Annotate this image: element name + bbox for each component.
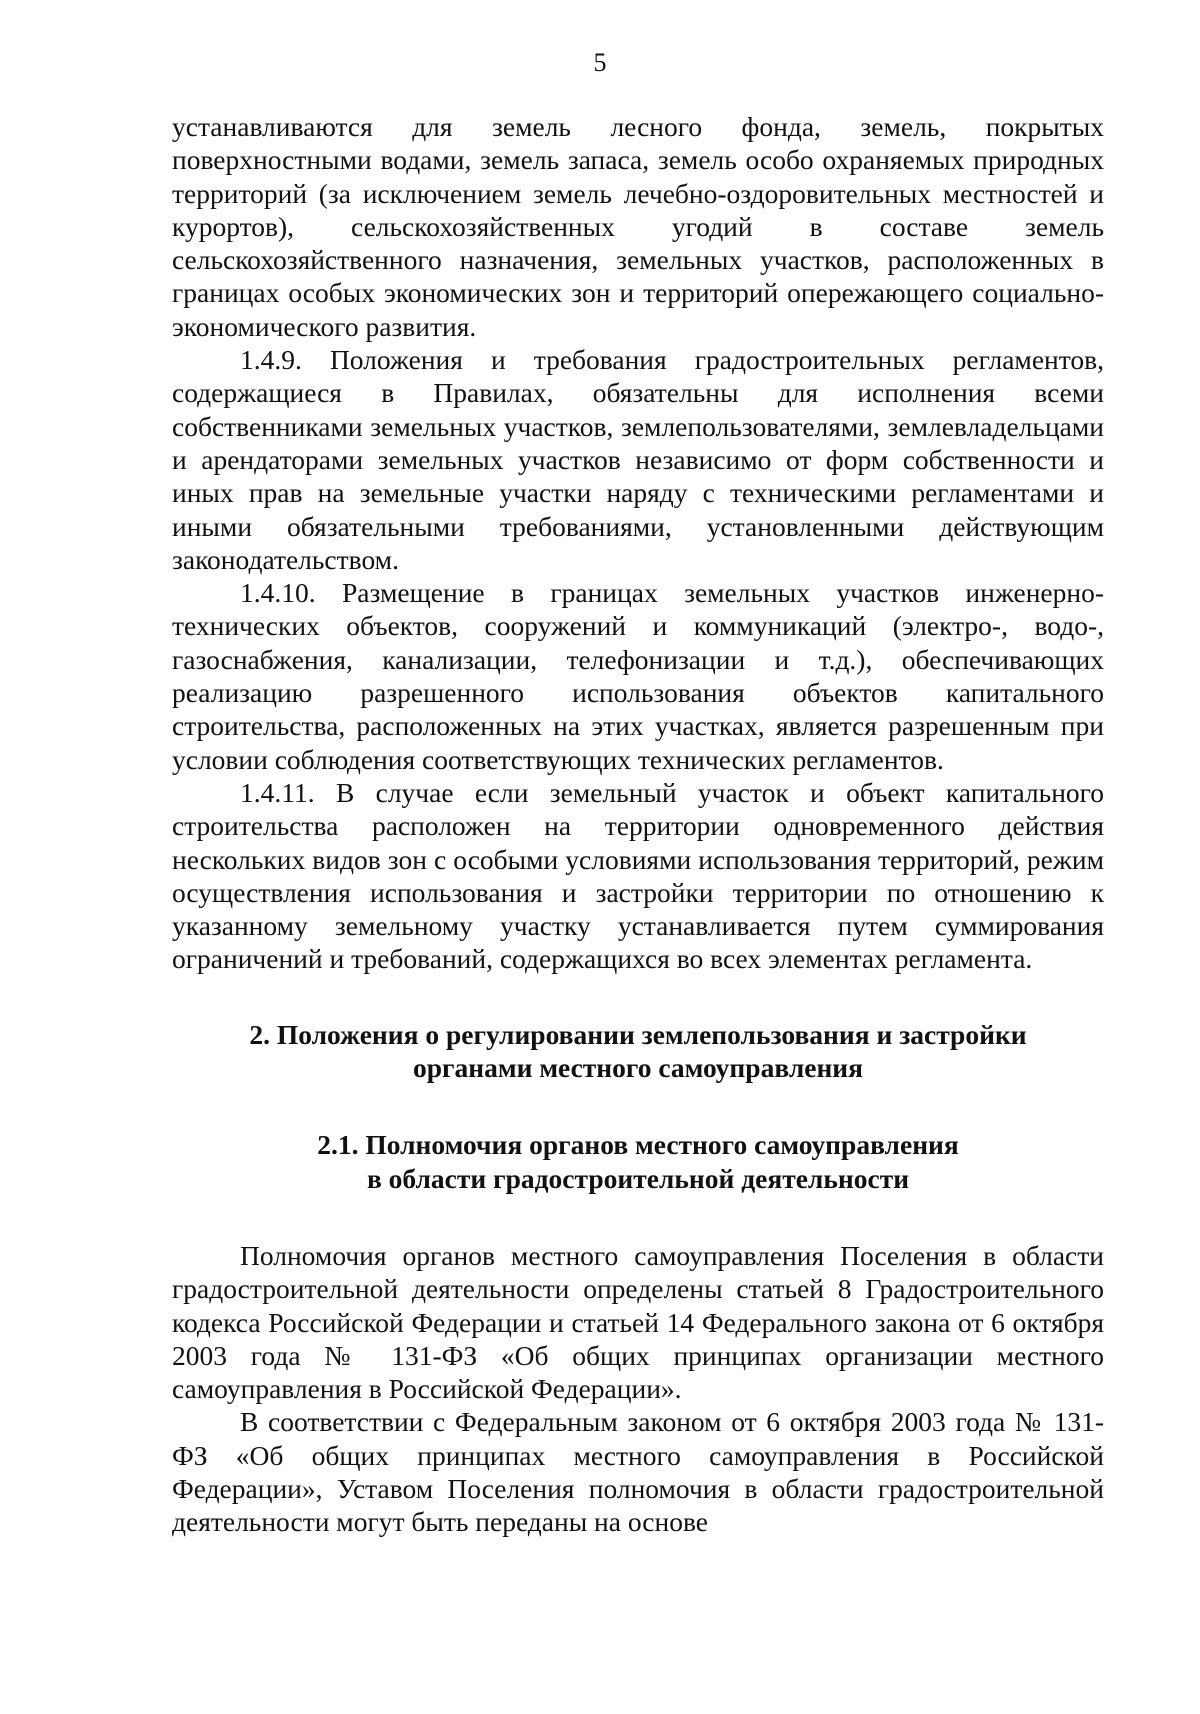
- heading-line: 2. Положения о регулировании землепользования и застройки: [249, 1018, 1027, 1050]
- clause-number: 1.4.9.: [240, 344, 302, 376]
- clause-number: 1.4.11.: [240, 776, 315, 808]
- paragraph-text: Полномочия органов местного самоуправления Поселения в области градостроительной деятельности определены статьей 8 Градостроительного кодекса Российской Федерации и статьей 14 Федерального закона от 6 октября 2003 года № 131-ФЗ «Об общих принципах организации местного самоуправления в Российской Федерации».: [172, 1239, 1104, 1405]
- paragraph-1-4-10: [172, 576, 1104, 776]
- heading-line: органами местного самоуправления: [412, 1052, 864, 1084]
- paragraph-federal-law: [172, 1405, 1104, 1538]
- paragraph-1-4-9: [172, 343, 1104, 576]
- paragraph-1-4-11: [172, 776, 1104, 976]
- paragraph-text: устанавливаются для земель лесного фонда, земель, покрытых поверхностными водами, земель запаса, земель особо охраняемых природных территорий (за исключением земель лечебно-оздоровительных местностей и курортов), сельскохозяйственных угодий в составе земель сельскохозяйственного назначения, земельных участков, расположенных в границах особых экономических зон и территорий опережающего социально-экономического развития.: [172, 111, 1104, 342]
- paragraph-text: Размещение в границах земельных участков инженерно-технических объектов, сооружений и коммуникаций (электро-, водо-, газоснабжения, канализации, телефонизации и т.д.), обеспечивающих реализацию разрешенного использования объектов капитального строительства, расположенных на этих участках, является разрешенным при условии соблюдения соответствующих технических регламентов.: [172, 577, 1105, 775]
- paragraph-continuation: [172, 110, 1104, 343]
- page-number: 5: [593, 48, 607, 77]
- clause-number: 1.4.10.: [240, 577, 316, 609]
- section-heading-2: [172, 1018, 1104, 1085]
- heading-line: в области градостроительной деятельности: [366, 1162, 910, 1194]
- heading-line: 2.1. Полномочия органов местного самоуправления: [317, 1129, 959, 1161]
- paragraph-text: В соответствии с Федеральным законом от 6 октября 2003 года № 131-ФЗ «Об общих принципах местного самоуправления в Российской Федерации», Уставом Поселения полномочия в области градостроительной деятельности могут быть переданы на основе: [172, 1406, 1104, 1538]
- paragraph-text: Положения и требования градостроительных регламентов, содержащиеся в Правилах, обязательны для исполнения всеми собственниками земельных участков, землепользователями, землевладельцами и арендаторами земельных участков независимо от форм собственности и иных прав на земельные участки наряду с техническими регламентами и иными обязательными требованиями, установленными действующим законодательством.: [172, 344, 1105, 575]
- section-heading-2-1: [172, 1128, 1104, 1195]
- paragraph-text: В случае если земельный участок и объект капитального строительства расположен на территории одновременного действия нескольких видов зон с особыми условиями использования территорий, режим осуществления использования и застройки территории по отношению к указанному земельному участку устанавливается путем суммирования ограничений и требований, содержащихся во всех элементах регламента.: [172, 776, 1105, 975]
- document-body: [172, 110, 1104, 1539]
- paragraph-powers: [172, 1239, 1104, 1405]
